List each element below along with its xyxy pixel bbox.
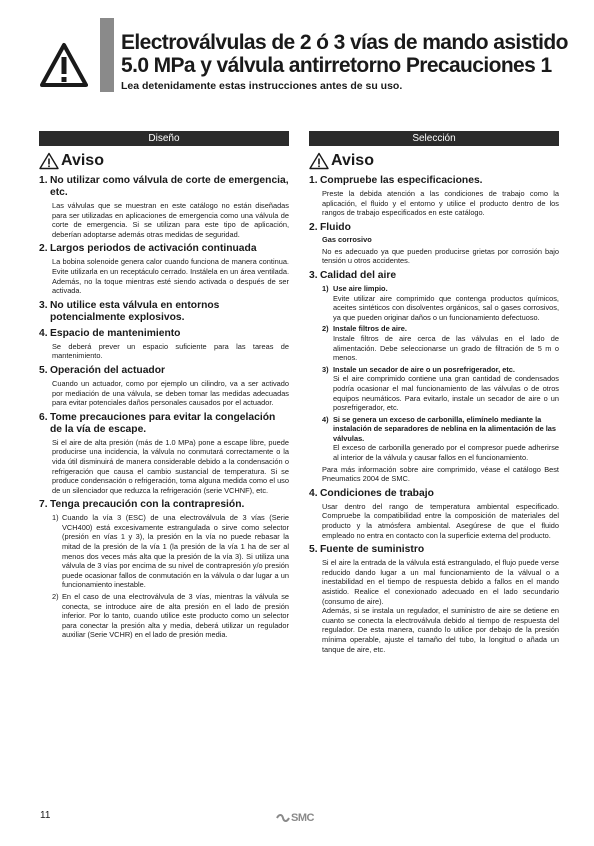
sub-number: 2) bbox=[52, 592, 59, 602]
sub-item bbox=[309, 415, 559, 463]
list-item bbox=[309, 270, 559, 484]
header-accent-bar bbox=[100, 18, 114, 92]
warning-icon bbox=[39, 152, 59, 170]
item-number: 7. bbox=[39, 499, 48, 511]
warning-icon bbox=[309, 152, 329, 170]
section-header-design: Diseño bbox=[39, 131, 289, 146]
item-number: 4. bbox=[39, 327, 48, 339]
warning-triangle-icon bbox=[40, 42, 88, 88]
page-subtitle: Lea detenidamente estas instrucciones antes de su uso. bbox=[121, 80, 403, 92]
sub-text: Evite utilizar aire comprimido que contenga productos químicos, aceites sintéticos con disolventes orgánicos, sal o gases corrosivos, ya que pueden originar daños o un funcionamiento defectuoso. bbox=[333, 293, 559, 322]
title-line-1: Electroválvulas de 2 ó 3 vías de mando asistido bbox=[121, 31, 568, 54]
warning-label: Aviso bbox=[331, 152, 374, 169]
item-number: 2. bbox=[309, 221, 318, 233]
item-number: 4. bbox=[309, 487, 318, 499]
sub-text: En el caso de una electroválvula de 3 vías, mientras la válvula se conecta, se introduce aire de alta presión en el lado de presión inferior. Por lo tanto, cuando utilice este producto como un selector para conectar la presión alta y media, deberá utilizar un regulador auxiliar (Serie VCHR) en el lado de presión media. bbox=[62, 592, 289, 640]
list-item bbox=[39, 175, 289, 239]
item-title: Fluido bbox=[320, 221, 351, 233]
warning-heading bbox=[39, 151, 289, 171]
item-text: Si el aire la entrada de la válvula está estrangulado, el flujo puede verse reducido dando lugar a un mal funcionamiento de la válvual o a inestabilidad en el tiempo de respuesta debido a fallos en el mando asistido. Realice el conexionado adecuado en el lado secundario (consumo de aire). bbox=[322, 558, 559, 606]
sub-text: Si el aire comprimido contiene una gran cantidad de condensados podría ocasionar el mal funcionamiento de las válvulas o de otros equipos neumáticos. Para evitarlo, instale un secador de aire o un posrefrigerador, etc. bbox=[333, 374, 559, 413]
brand-logo bbox=[276, 812, 314, 824]
item-text: Cuando un actuador, como por ejemplo un cilindro, va a ser activado por mediación de una válvula, se deben tomar las medidas adecuadas para evitar potenciales daños personales causados por el actuador. bbox=[52, 378, 289, 408]
item-number: 2. bbox=[39, 243, 48, 255]
title-line-2: 5.0 MPa y válvula antirretorno Precauciones 1 bbox=[121, 54, 552, 77]
item-number: 3. bbox=[39, 299, 48, 311]
item-text: Las válvulas que se muestran en este catálogo no están diseñadas para ser utilizadas en aplicaciones de emergencia como una válvula de corte de emergencia. Si se utilizan para este tipo de aplicación, deberían adoptarse además otras medidas de seguridad. bbox=[52, 201, 289, 239]
list-item bbox=[39, 243, 289, 295]
item-title: Compruebe las especificaciones. bbox=[320, 175, 483, 186]
item-title: Calidad del aire bbox=[320, 269, 397, 281]
sub-item bbox=[309, 284, 559, 322]
item-text: No es adecuado ya que pueden producirse grietas por corrosión bajo tensión u otros accidentes. bbox=[322, 246, 559, 266]
item-text: Usar dentro del rango de temperatura ambiental especificado. Compruebe la compatibilidad entre la composición de materiales del producto y la atmósfera ambiental. Asegúrese de que el fluido empleado no entra en contacto con la superficie externa del producto. bbox=[322, 501, 559, 540]
sub-text: Cuando la vía 3 (ESC) de una electroválvula de 3 vías (Serie VCH400) está excesivamente estrangulada o sirve como selector (presión en vías 1 y 3), la presión en la vía no puede rebasar la mitad de la presión de la vía 1 (la presión de la vía 1 ha de ser al menos dos veces más alta que la presión de la vía 3). Si utiliza una válvula de 3 vías por encima de su nivel de contrapresión y/o presión puede ocasionar fallos de conmutación en la válvula o dar lugar a un funcionamiento inestable. bbox=[62, 513, 289, 590]
sub-number: 2) bbox=[322, 324, 329, 334]
sub-item bbox=[309, 365, 559, 413]
item-text: La bobina solenoide genera calor cuando funciona de manera continua. Evite utilizarla en un receptáculo cerrado. Instálela en un área ventilada. Además, no la toque mientras esté siendo activada o después de ser activada. bbox=[52, 257, 289, 296]
sub-number: 4) bbox=[322, 414, 329, 424]
sub-item bbox=[309, 324, 559, 362]
item-note: Para más información sobre aire comprimido, véase el catálogo Best Pneumatics 2004 de SMC. bbox=[322, 464, 559, 484]
section-header-selection: Selección bbox=[309, 131, 559, 146]
sub-title: Instale un secador de aire o un posrefrigerador, etc. bbox=[333, 364, 515, 374]
page-number: 11 bbox=[40, 810, 51, 821]
sub-text: Instale filtros de aire cerca de las válvulas en el lado de alimentación. Debe seleccionarse un grado de filtración de 5 m o menos. bbox=[333, 333, 559, 363]
sub-number: 1) bbox=[322, 283, 329, 293]
item-number: 1. bbox=[39, 175, 48, 186]
list-item bbox=[309, 488, 559, 540]
design-column bbox=[39, 131, 289, 640]
item-text: Se deberá prever un espacio suficiente para las tareas de mantenimiento. bbox=[52, 341, 289, 361]
sub-number: 3) bbox=[322, 364, 329, 374]
item-title: Largos periodos de activación continuada bbox=[50, 243, 257, 255]
sub-item bbox=[39, 513, 289, 590]
item-text: Si el aire de alta presión (más de 1.0 MPa) pone a escape libre, puede producirse una incidencia, la válvula no conmutará correctamente o la vida útil disminuirá de manera considerable debido a la condensación o refrigeración que causa el cambio sustancial de temperatura. Si se produce condensación o refrigeración, toma alguna medida como el uso de un silenciador que reduzca la refrigeración (serie VCHNF), etc. bbox=[52, 437, 289, 495]
list-item bbox=[39, 365, 289, 408]
item-title: No utilice esta válvula en entornos potencialmente explosivos. bbox=[50, 299, 220, 323]
brand-name: SMC bbox=[291, 812, 314, 824]
item-title: Tenga precaución con la contrapresión. bbox=[50, 499, 245, 511]
sub-number: 1) bbox=[52, 513, 59, 523]
sub-text: El exceso de carbonilla generado por el compresor puede adherirse al interior de la válvula y causar fallos en el funcionamiento. bbox=[333, 443, 559, 463]
item-text: Además, si se instala un regulador, el suministro de aire se detiene en cuanto se conecta la electroválvula debido al tiempo de respuesta del regulador. De esta manera, cuando lo utilice por debajo de la presión mínima operable, ajuste el tamaño del tubo, la longitud o añada un tanque de aire, etc. bbox=[322, 606, 559, 654]
list-item bbox=[39, 412, 289, 496]
sub-title: Instale filtros de aire. bbox=[333, 324, 407, 334]
smc-logo-icon bbox=[276, 813, 290, 823]
sub-title: Si se genera un exceso de carbonilla, elimínelo mediante la instalación de separadores de neblina en la alimentación de las válvulas. bbox=[333, 414, 557, 443]
list-item bbox=[39, 300, 289, 324]
sub-item bbox=[39, 592, 289, 640]
item-number: 6. bbox=[39, 411, 48, 423]
page-title bbox=[121, 31, 581, 77]
sub-title: Use aire limpio. bbox=[333, 283, 388, 293]
list-item bbox=[39, 499, 289, 640]
item-number: 5. bbox=[39, 364, 48, 376]
item-number: 3. bbox=[309, 269, 318, 281]
list-item bbox=[309, 544, 559, 654]
list-item bbox=[309, 222, 559, 266]
item-title: No utilizar como válvula de corte de emergencia, etc. bbox=[50, 175, 289, 198]
item-title: Operación del actuador bbox=[50, 364, 166, 376]
item-number: 5. bbox=[309, 544, 318, 556]
selection-column bbox=[309, 131, 559, 654]
item-text: Preste la debida atención a las condiciones de trabajo como la aplicación, el fluido y el entorno y utilice el producto dentro de los rangos de trabajo especificados en este catálogo. bbox=[322, 189, 559, 218]
warning-label: Aviso bbox=[61, 152, 104, 169]
item-title: Espacio de mantenimiento bbox=[50, 327, 181, 339]
item-number: 1. bbox=[309, 175, 318, 186]
item-label: Gas corrosivo bbox=[322, 234, 372, 244]
item-title: Condiciones de trabajo bbox=[320, 487, 434, 499]
list-item bbox=[309, 175, 559, 218]
warning-heading bbox=[309, 151, 559, 171]
item-title: Tome precauciones para evitar la congelación de la vía de escape. bbox=[50, 411, 276, 435]
list-item bbox=[39, 328, 289, 361]
item-title: Fuente de suministro bbox=[320, 544, 425, 556]
